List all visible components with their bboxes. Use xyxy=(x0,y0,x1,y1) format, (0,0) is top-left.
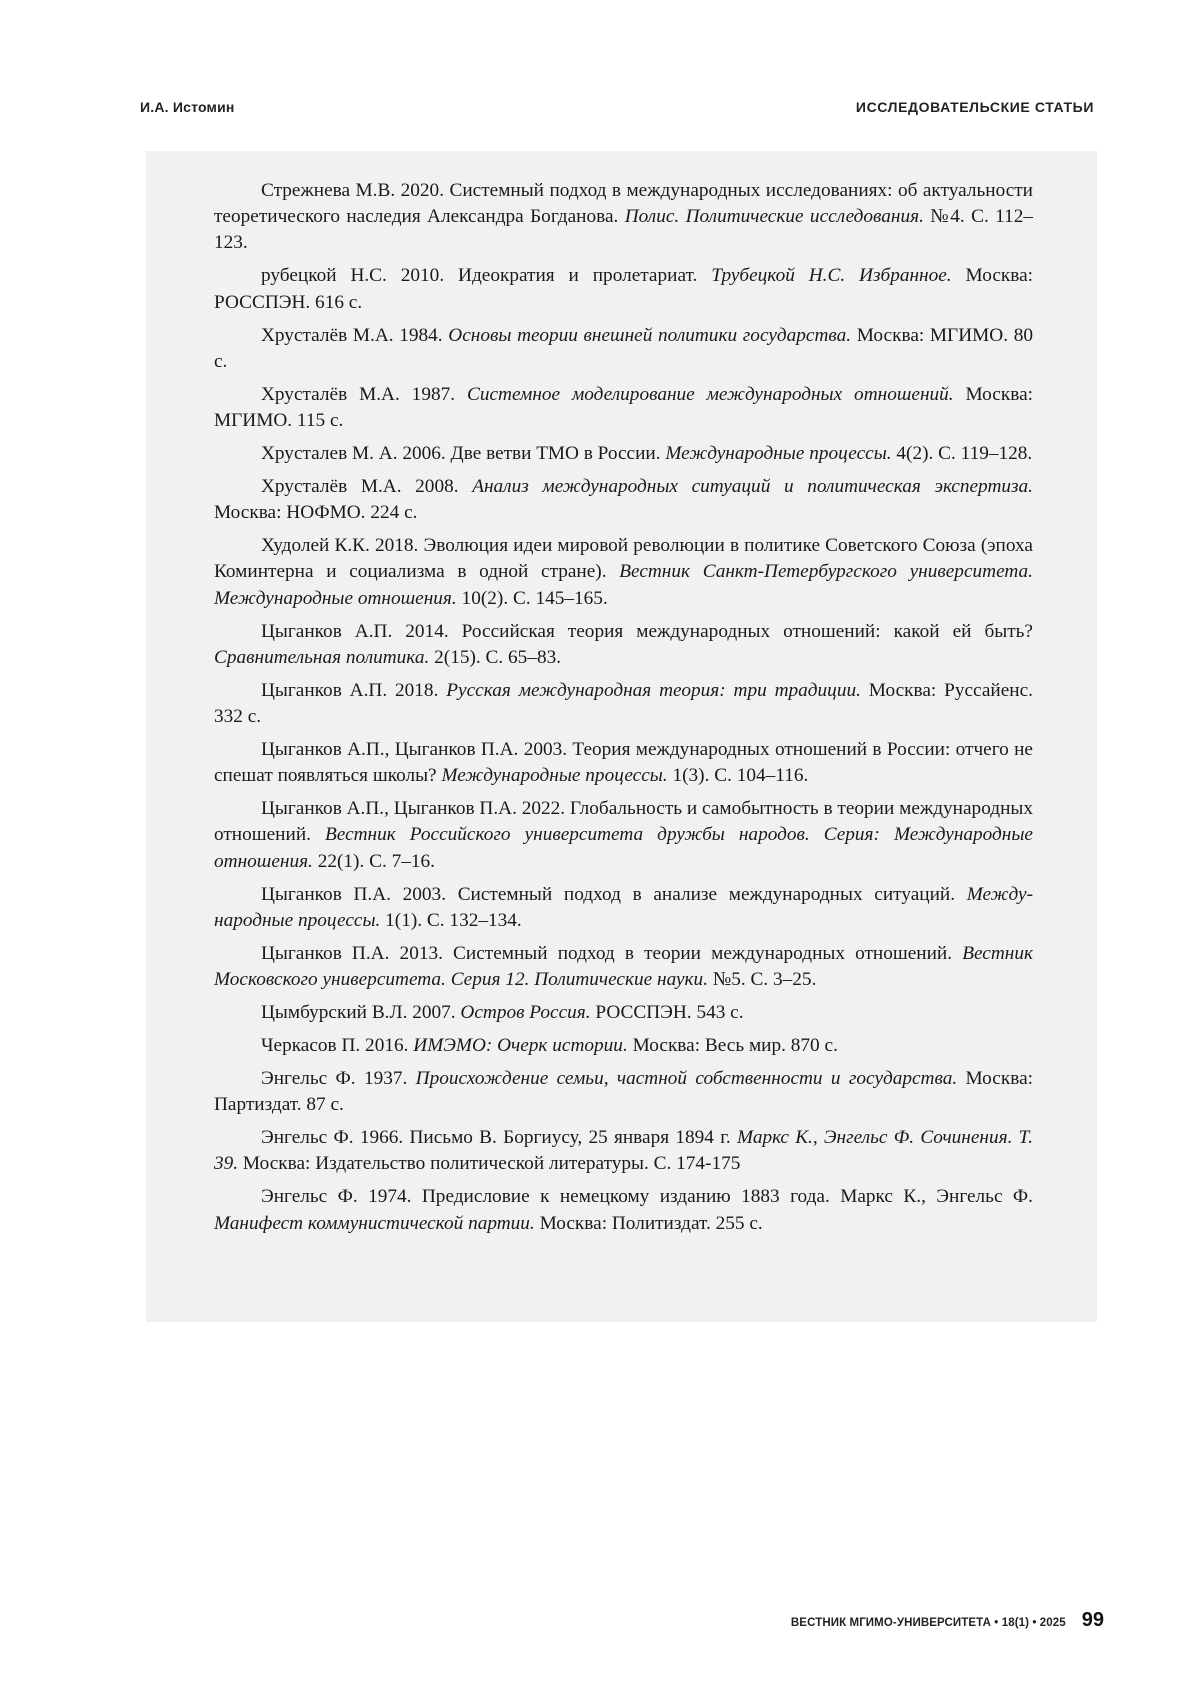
reference-text: Цымбурский В.Л. 2007. xyxy=(261,1002,460,1023)
reference-text: Москва: Весь мир. 870 с. xyxy=(628,1035,838,1056)
reference-title-italic: Международные процессы. xyxy=(441,765,667,786)
reference-text: Худолей К.К. 2018. Эволюция идеи мировой революции в политике Советского Союза (эпоха Коминтерна и социализма в одной стране). xyxy=(214,535,1033,582)
reference-text: рубецкой Н.С. 2010. Идеократия и пролетариат. xyxy=(261,265,711,286)
reference-item xyxy=(214,1125,1033,1177)
reference-text: Энгельс Ф. 1937. xyxy=(261,1068,416,1089)
reference-text: Москва: РОССПЭН. 616 с. xyxy=(214,265,1033,312)
reference-text: Хрусталёв М.А. 1984. xyxy=(261,325,448,346)
reference-text: Энгельс Ф. 1966. Письмо В. Боргиусу, 25 января 1894 г. xyxy=(261,1127,737,1148)
reference-title-italic: Между­народные процессы. xyxy=(214,884,1033,931)
running-head-section: ИССЛЕДОВАТЕЛЬСКИЕ СТАТЬИ xyxy=(856,99,1094,115)
reference-title-italic: Происхождение семьи, частной собственности и государства. xyxy=(416,1068,958,1089)
reference-title-italic: Международные процессы. xyxy=(665,443,891,464)
reference-item xyxy=(214,737,1033,789)
page-number: 99 xyxy=(1082,1609,1104,1632)
reference-text: Москва: Издательство политической литературы. С. 174-175 xyxy=(238,1153,740,1174)
reference-title-italic: Трубецкой Н.С. Избранное. xyxy=(711,265,951,286)
reference-text: Энгельс Ф. 1974. Предисловие к немецкому изданию 1883 года. Маркс К., Энгельс Ф. xyxy=(261,1186,1033,1207)
reference-item xyxy=(214,941,1033,993)
reference-title-italic: Остров Россия. xyxy=(460,1002,590,1023)
reference-text: Цыганков П.А. 2013. Системный подход в теории международных отношений. xyxy=(261,943,962,964)
reference-text: 4(2). С. 119–128. xyxy=(892,443,1033,464)
reference-text: Москва: Политиздат. 255 с. xyxy=(535,1213,763,1234)
running-head-author: И.А. Истомин xyxy=(140,99,235,115)
reference-text: Цыганков А.П. 2014. Российская теория международных отношений: какой ей быть? xyxy=(261,621,1033,642)
reference-title-italic: Полис. Политические исследова­ния. xyxy=(625,206,924,227)
reference-text: Москва: МГИМО. 80 с. xyxy=(214,325,1033,372)
reference-text: 1(3). С. 104–116. xyxy=(668,765,809,786)
reference-text: №5. С. 3–25. xyxy=(708,969,816,990)
reference-item xyxy=(214,263,1033,315)
reference-title-italic: Вестник Российского университета дружбы народов. Серия: Междуна­родные отношения. xyxy=(214,824,1033,871)
reference-text: Москва: Руссай­енс. 332 с. xyxy=(214,680,1033,727)
reference-item xyxy=(214,678,1033,730)
reference-text: Цыганков А.П. 2018. xyxy=(261,680,446,701)
reference-item xyxy=(214,1066,1033,1118)
reference-title-italic: Анализ международных ситуаций и политическая экспертиза. xyxy=(472,476,1033,497)
reference-title-italic: Сравнительная политика. xyxy=(214,647,429,668)
reference-text: 2(15). С. 65–83. xyxy=(429,647,561,668)
reference-text: Хрусталёв М.А. 1987. xyxy=(261,384,467,405)
reference-text: РОССПЭН. 543 с. xyxy=(591,1002,744,1023)
reference-item xyxy=(214,1000,1033,1026)
journal-issue-line: ВЕСТНИК МГИМО-УНИВЕРСИТЕТА • 18(1) • 2025 xyxy=(791,1617,1066,1629)
reference-text: 22(1). С. 7–16. xyxy=(313,851,435,872)
reference-item xyxy=(214,533,1033,612)
reference-text: 1(1). С. 132–134. xyxy=(380,910,521,931)
reference-item xyxy=(214,441,1033,467)
reference-title-italic: Манифест коммунистической партии. xyxy=(214,1213,535,1234)
reference-item xyxy=(214,882,1033,934)
reference-text: 10(2). С. 145–165. xyxy=(457,588,608,609)
reference-text: Цыганков П.А. 2003. Системный подход в анализе международных ситуаций. xyxy=(261,884,967,905)
reference-item xyxy=(214,1184,1033,1236)
reference-text: Москва: НОФМО. 224 с. xyxy=(214,502,417,523)
reference-text: №4. С. 112–123. xyxy=(214,206,1033,253)
page-footer xyxy=(791,1609,1104,1632)
reference-title-italic: Системное моделирование международных отношений. xyxy=(467,384,954,405)
reference-text: Цыганков А.П., Цыганков П.А. 2003. Теория международных отношений в России: отчего не спешат появляться школы? xyxy=(214,739,1033,786)
reference-title-italic: Маркс К., Энгельс Ф. Сочинения. Т. 39. xyxy=(214,1127,1033,1174)
reference-title-italic: Вестник Санкт-Петербургского универ­ситета. Международные отношения. xyxy=(214,561,1033,608)
reference-text: Черкасов П. 2016. xyxy=(261,1035,413,1056)
reference-text: Москва: Партиздат. 87 с. xyxy=(214,1068,1033,1115)
reference-item xyxy=(214,474,1033,526)
reference-item xyxy=(214,796,1033,875)
reference-title-italic: Вест­ник Московского университета. Серия 12. Политические науки. xyxy=(214,943,1033,990)
reference-item xyxy=(214,382,1033,434)
reference-title-italic: ИМЭМО: Очерк истории. xyxy=(413,1035,628,1056)
reference-title-italic: Русская международная теория: три традиции. xyxy=(446,680,861,701)
reference-title-italic: Основы теории внешней политики государства. xyxy=(448,325,851,346)
reference-text: Москва: МГИМО. 115 с. xyxy=(214,384,1033,431)
reference-item xyxy=(214,323,1033,375)
reference-text: Цыганков А.П., Цыганков П.А. 2022. Глобальность и самобытность в теории междуна­родных отношений. xyxy=(214,798,1033,845)
reference-text: Хрусталёв М.А. 2008. xyxy=(261,476,472,497)
reference-item xyxy=(214,619,1033,671)
reference-text: Хрусталев М. А. 2006. Две ветви ТМО в России. xyxy=(261,443,665,464)
reference-text: Стрежнева М.В. 2020. Системный подход в международных исследованиях: об акту­альности теоретического наследия Александра Богданова. xyxy=(214,180,1033,227)
reference-list xyxy=(214,178,1033,1244)
reference-item xyxy=(214,178,1033,257)
reference-item xyxy=(214,1033,1033,1059)
